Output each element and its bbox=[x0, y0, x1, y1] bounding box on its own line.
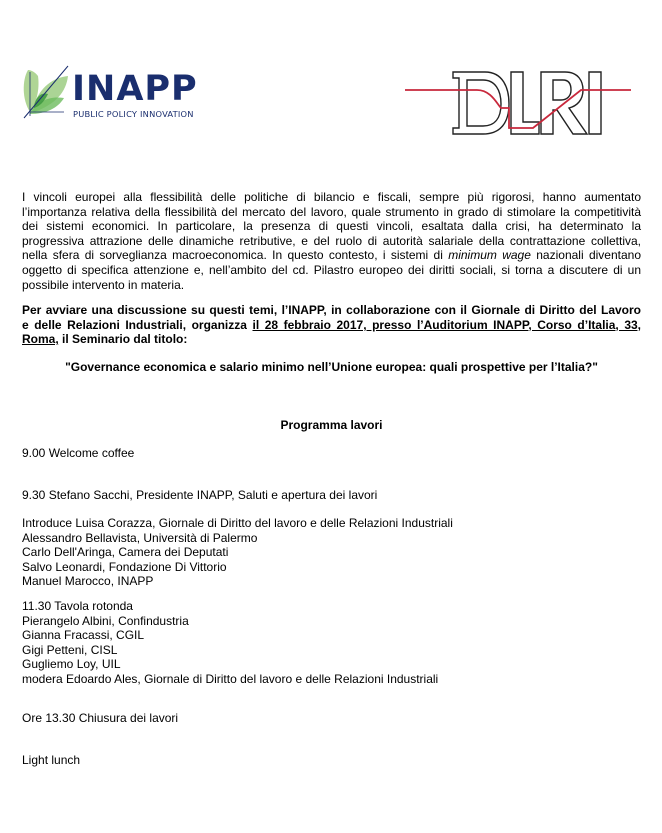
minimum-wage-term: minimum wage bbox=[448, 248, 531, 263]
intro-paragraph bbox=[22, 190, 641, 292]
program-item: 11.30 Tavola rotonda bbox=[22, 599, 133, 613]
intro-line: l’importanza relativa della flessibilità del mercato del lavoro, quale strumento in grado di stimolare la competitività bbox=[22, 204, 641, 219]
program-heading: Programma lavori bbox=[280, 418, 383, 432]
intro-line-italic: nella sfera di sorveglianza macroeconomica. In questo contesto, i sistemi di minimum wage nazionali diventano bbox=[22, 248, 642, 263]
dlri-logo bbox=[405, 68, 631, 140]
intro-line: I vincoli europei alla flessibilità delle politiche di bilancio e fiscali, sempre più rigorosi, hanno aumentato bbox=[22, 190, 641, 204]
program-session-2 bbox=[22, 599, 438, 687]
program-session-1 bbox=[22, 516, 453, 589]
announcement-line: e delle Relazioni Industriali, organizza il 28 febbraio 2017, presso l’Auditorium INAPP, Corso d’Italia, 33, bbox=[22, 317, 641, 332]
inapp-tagline: PUBLIC POLICY INNOVATION bbox=[73, 109, 194, 119]
program-item: Carlo Dell'Aringa, Camera dei Deputati bbox=[22, 545, 229, 560]
intro-line: progressiva attrazione delle dinamiche retributive, e del ruolo di autorità salariale della contrattazione collettiva, bbox=[22, 233, 641, 248]
announcement-line: Per avviare una discussione su questi temi, l’INAPP, in collaborazione con il Giornale di Diritto del Lavoro bbox=[22, 303, 641, 317]
intro-line: dei sistemi economici. In particolare, la presenza di questi vincoli, esaltata dalla crisi, ha determinato la bbox=[22, 219, 641, 234]
announcement-line: Roma, il Seminario dal titolo: bbox=[22, 332, 188, 347]
program-item: Alessandro Bellavista, Università di Palermo bbox=[22, 530, 258, 545]
dlri-logo-icon bbox=[405, 68, 631, 140]
program-item: Gigi Petteni, CISL bbox=[22, 642, 118, 657]
program-item: Pierangelo Albini, Confindustria bbox=[22, 613, 189, 628]
announcement-paragraph bbox=[22, 303, 641, 347]
intro-line: oggetto di specifica attenzione e, nell’ambito del cd. Pilastro europeo dei diritti sociali, si torna a discutere di un bbox=[22, 262, 641, 277]
program-item: Gianna Fracassi, CGIL bbox=[22, 628, 145, 643]
inapp-logo bbox=[20, 60, 210, 122]
program-item: Salvo Leonardi, Fondazione Di Vittorio bbox=[22, 559, 227, 574]
program-item: Introduce Luisa Corazza, Giornale di Diritto del lavoro e delle Relazioni Industriali bbox=[22, 516, 453, 530]
program-closing: Ore 13.30 Chiusura dei lavori bbox=[22, 711, 179, 725]
leaf-icon bbox=[20, 60, 72, 120]
event-date-location: il 28 febbraio 2017, presso l’Auditorium INAPP, Corso d’Italia, 33, bbox=[252, 317, 641, 332]
program-lunch: Light lunch bbox=[22, 753, 81, 767]
event-city: Roma, bbox=[22, 332, 59, 347]
program-item: modera Edoardo Ales, Giornale di Diritto del lavoro e delle Relazioni Industriali bbox=[22, 671, 439, 686]
inapp-wordmark: INAPP bbox=[72, 69, 198, 109]
seminar-title: "Governance economica e salario minimo nell’Unione europea: quali prospettive per l’Italia?" bbox=[65, 360, 598, 374]
program-item: Manuel Marocco, INAPP bbox=[22, 574, 154, 589]
program-item: Gugliemo Loy, UIL bbox=[22, 657, 121, 672]
program-opening: 9.30 Stefano Sacchi, Presidente INAPP, Saluti e apertura dei lavori bbox=[22, 488, 378, 502]
program-welcome: 9.00 Welcome coffee bbox=[22, 446, 135, 460]
intro-line: possibile intervento in materia. bbox=[22, 277, 185, 292]
